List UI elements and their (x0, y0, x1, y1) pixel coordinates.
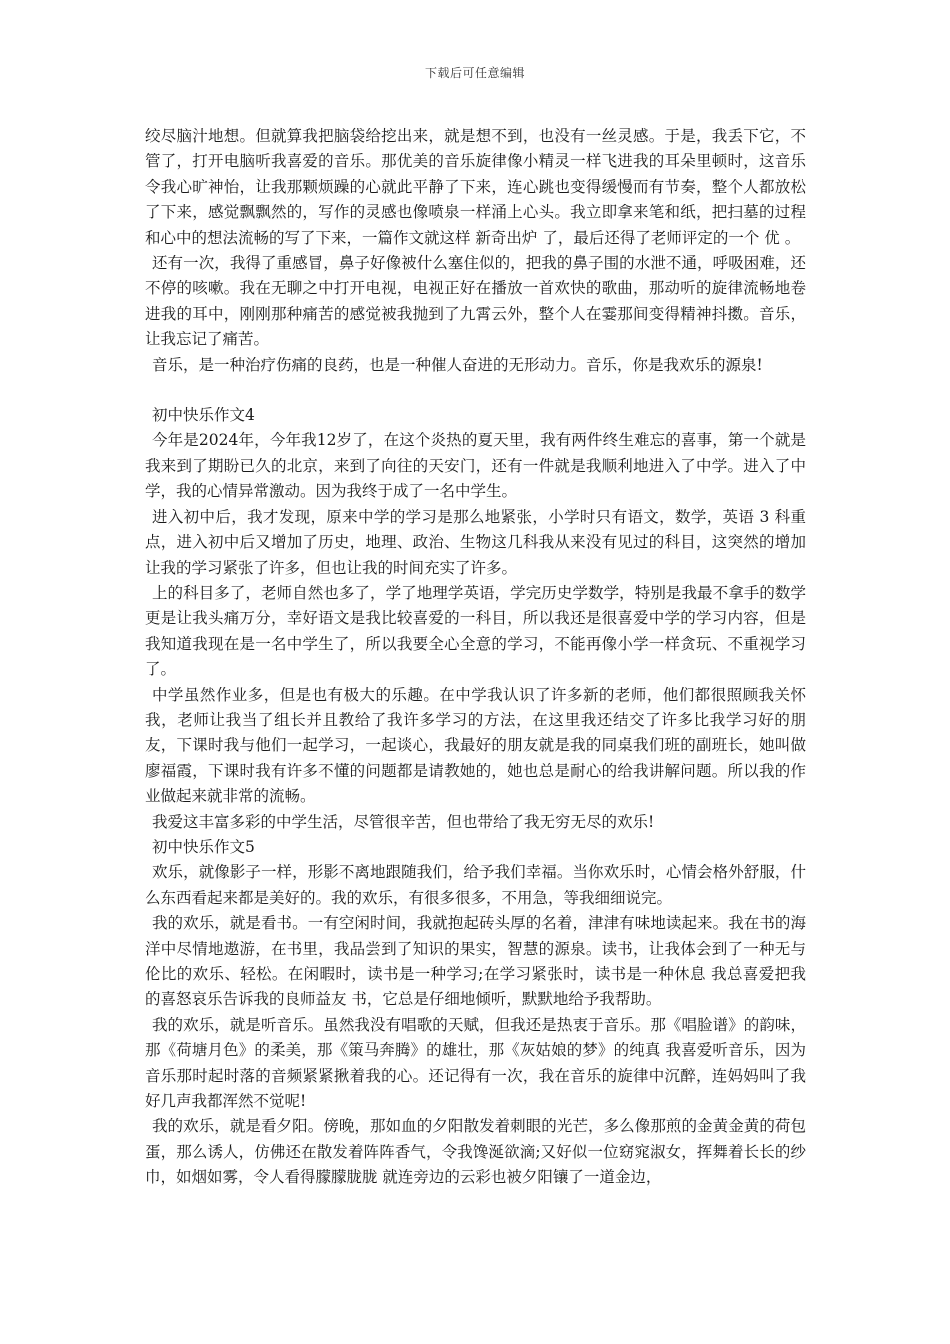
paragraph-2024: 今年是2024年，今年我12岁了，在这个炎热的夏天里，我有两件终生难忘的喜事，第一个就是我来到了期盼已久的北京，来到了向往的天安门，还有一件就是我顺利地进入了中学。进入了中学，我的心情异常激动。因为我终于成了一名中学生。 (145, 431, 806, 501)
paragraph-music: 我的欢乐，就是听音乐。虽然我没有唱歌的天赋，但我还是热衷于音乐。那《唱脸谱》的韵味，那《荷塘月色》的柔美，那《策马奔腾》的雄壮，那《灰姑娘的梦》的纯真 我喜爱听音乐，因为音乐那时起时落的音频紧紧揪着我的心。还记得有一次，我在音乐的旋律中沉醉，连妈妈叫了我好几声我都浑然不觉呢! (145, 1015, 806, 1111)
document-body (145, 124, 806, 1191)
essay-5-heading: 初中快乐作文5 (151, 837, 255, 856)
paragraph-music-conclusion: 音乐，是一种治疗伤痛的良药，也是一种催人奋进的无形动力。音乐，你是我欢乐的源泉! (151, 355, 763, 374)
paragraph-sunset: 我的欢乐，就是看夕阳。傍晚，那如血的夕阳散发着刺眼的光芒，多么像那煎的金黄金黄的荷包蛋，那么诱人，仿佛还在散发着阵阵香气，令我馋涎欲滴;又好似一位窈窕淑女，挥舞着长长的纱巾，如烟如雾，令人看得朦朦胧胧 就连旁边的云彩也被夕阳镶了一道金边， (145, 1117, 806, 1187)
paragraph-middle-school-start: 进入初中后，我才发现，原来中学的学习是那么地紧张，小学时只有语文，数学，英语 3 科重点，进入初中后又增加了历史，地理、政治、生物这几科我从来没有见过的科目，这突然的增加让我的学习紧张了许多，但也让我的时间充实了许多。 (145, 507, 806, 577)
paragraph-inspiration: 绞尽脑汁地想。但就算我把脑袋给挖出来，就是想不到，也没有一丝灵感。于是，我丢下它，不管了，打开电脑听我喜爱的音乐。那优美的音乐旋律像小精灵一样飞进我的耳朵里顿时，这音乐令我心旷神怡，让我那颗烦躁的心就此平静了下来，连心跳也变得缓慢而有节奏，整个人都放松了下来，感觉飘飘然的，写作的灵感也像喷泉一样涌上心头。我立即拿来笔和纸，把扫墓的过程和心中的想法流畅的写了下来，一篇作文就这样 新奇出炉 了，最后还得了老师评定的一个 优 。 (145, 127, 806, 247)
paragraph-friends: 中学虽然作业多，但是也有极大的乐趣。在中学我认识了许多新的老师，他们都很照顾我关怀我，老师让我当了组长并且教给了我许多学习的方法，在这里我还结交了许多比我学习好的朋友，下课时我与他们一起学习，一起谈心，我最好的朋友就是我的同桌我们班的副班长，她叫做廖福霞，下课时我有许多不懂的问题都是请教她的，她也总是耐心的给我讲解问题。所以我的作业做起来就非常的流畅。 (145, 685, 806, 806)
paragraph-subjects: 上的科目多了，老师自然也多了，学了地理学英语，学完历史学数学，特别是我最不拿手的数学更是让我头痛万分，幸好语文是我比较喜爱的一科目，所以我还是很喜爱中学的学习内容，但是我知道我现在是一名中学生了，所以我要全心全意的学习，不能再像小学一样贪玩、不重视学习了。 (145, 583, 806, 679)
paragraph-school-life: 我爱这丰富多彩的中学生活，尽管很辛苦，但也带给了我无穷无尽的欢乐! (151, 812, 655, 831)
page-header: 下载后可任意编辑 (424, 66, 525, 80)
paragraph-happiness-intro: 欢乐，就像影子一样，形影不离地跟随我们，给予我们幸福。当你欢乐时，心情会格外舒服，什么东西看起来都是美好的。我的欢乐，有很多很多，不用急，等我细细说完。 (145, 863, 806, 907)
essay-4-heading: 初中快乐作文4 (151, 406, 255, 425)
paragraph-cold: 还有一次，我得了重感冒，鼻子好像被什么塞住似的，把我的鼻子围的水泄不通，呼吸困难，还不停的咳嗽。我在无聊之中打开电视，电视正好在播放一首欢快的歌曲，那动听的旋律流畅地卷进我的耳中，刚刚那种痛苦的感觉被我抛到了九霄云外，整个人在霎那间变得精神抖擞。音乐，让我忘记了痛苦。 (145, 254, 806, 349)
paragraph-reading: 我的欢乐，就是看书。一有空闲时间，我就抱起砖头厚的名着，津津有味地读起来。我在书的海洋中尽情地遨游，在书里，我品尝到了知识的果实，智慧的源泉。读书，让我体会到了一种无与伦比的欢乐、轻松。在闲暇时，读书是一种学习;在学习紧张时，读书是一种休息 我总喜爱把我的喜怒哀乐告诉我的良师益友 书，它总是仔细地倾听，默默地给予我帮助。 (145, 914, 806, 1009)
